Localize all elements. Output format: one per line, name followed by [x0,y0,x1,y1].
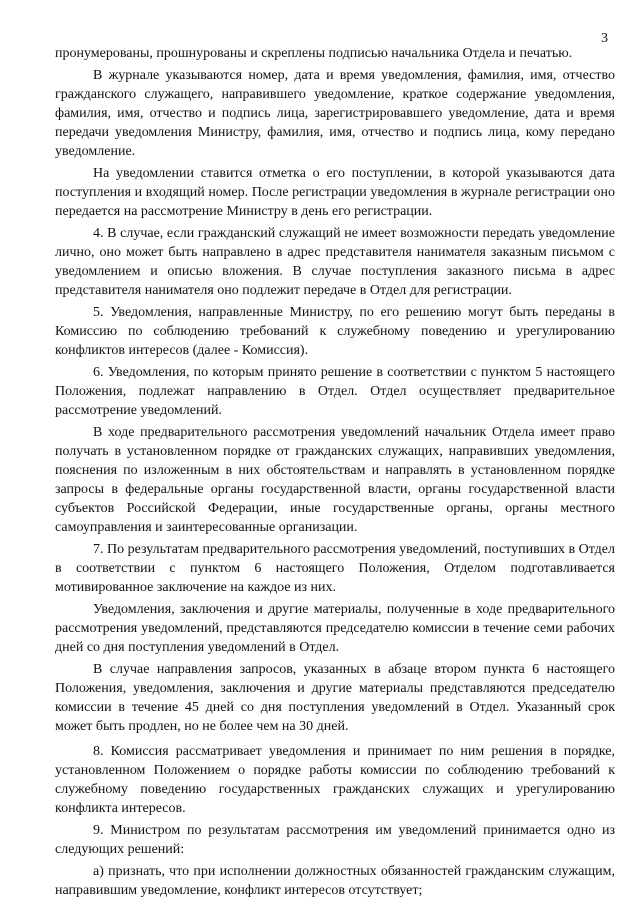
paragraph-item-8: 8. Комиссия рассматривает уведомления и принимает по ним решения в порядке, установленном Положением о порядке работы комиссии по соблюдению требований к служебному поведению государственных гражданских служащих и урегулированию конфликта интересов. [55,744,615,816]
document-body [55,44,615,900]
paragraph-item-5: 5. Уведомления, направленные Министру, по его решению могут быть переданы в Комиссию по соблюдению требований к служебному поведению и урегулированию конфликтов интересов (далее - Комиссия). [55,305,615,358]
page-number: 3 [601,31,608,46]
paragraph-item-4: 4. В случае, если гражданский служащий не имеет возможности передать уведомление лично, оно может быть направлено в адрес представителя нанимателя заказным письмом с уведомлением и описью вложения. В случае поступления заказного письма в адрес представителя нанимателя оно подлежит передаче в Отдел для регистрации. [55,226,615,298]
paragraph-item-6: 6. Уведомления, по которым принято решение в соответствии с пунктом 5 настоящего Положения, подлежат направлению в Отдел. Отдел осуществляет предварительное рассмотрение уведомлений. [55,365,615,418]
paragraph-requests-deadline: В случае направления запросов, указанных в абзаце втором пункта 6 настоящего Положения, уведомления, заключения и другие материалы представляются председателю комиссии в течение 45 дней со дня поступления уведомлений в Отдел. Указанный срок может быть продлен, но не более чем на 30 дней. [55,662,615,734]
paragraph-item-7: 7. По результатам предварительного рассмотрения уведомлений, поступивших в Отдел в соответствии с пунктом 6 настоящего Положения, Отделом подготавливается мотивированное заключение на каждое из них. [55,542,615,595]
paragraph-preliminary-review: В ходе предварительного рассмотрения уведомлений начальник Отдела имеет право получать в установленном порядке от гражданских служащих, направивших уведомления, пояснения по изложенным в них обстоятельствам и направлять в установленном порядке запросы в федеральные органы государственной власти, органы государственной власти субъектов Российской Федерации, иные государственные органы, органы местного самоуправления и заинтересованные организации. [55,425,615,535]
paragraph-journal-contents: В журнале указываются номер, дата и время уведомления, фамилия, имя, отчество гражданского служащего, направившего уведомление, краткое содержание уведомления, фамилия, имя, отчество и подпись лица, зарегистрировавшего уведомление, дата и время передачи уведомления Министру, фамилия, имя, отчество и подпись лица, кому передано уведомление. [55,68,615,159]
paragraph-receipt-mark: На уведомлении ставится отметка о его поступлении, в которой указываются дата поступления и входящий номер. После регистрации уведомления в журнале регистрации оно передается на рассмотрение Министру в день его регистрации. [55,166,615,219]
paragraph-item-9: 9. Министром по результатам рассмотрения им уведомлений принимается одно из следующих решений: [55,823,615,857]
paragraph-materials-submission: Уведомления, заключения и другие материалы, полученные в ходе предварительного рассмотрения уведомлений, представляются председателю комиссии в течение семи рабочих дней со дня поступления уведомлений в Отдел. [55,602,615,655]
paragraph-item-9a: а) признать, что при исполнении должностных обязанностей гражданским служащим, направившим уведомление, конфликт интересов отсутствует; [55,864,615,898]
paragraph-continuation: пронумерованы, прошнурованы и скреплены подписью начальника Отдела и печатью. [55,46,573,61]
